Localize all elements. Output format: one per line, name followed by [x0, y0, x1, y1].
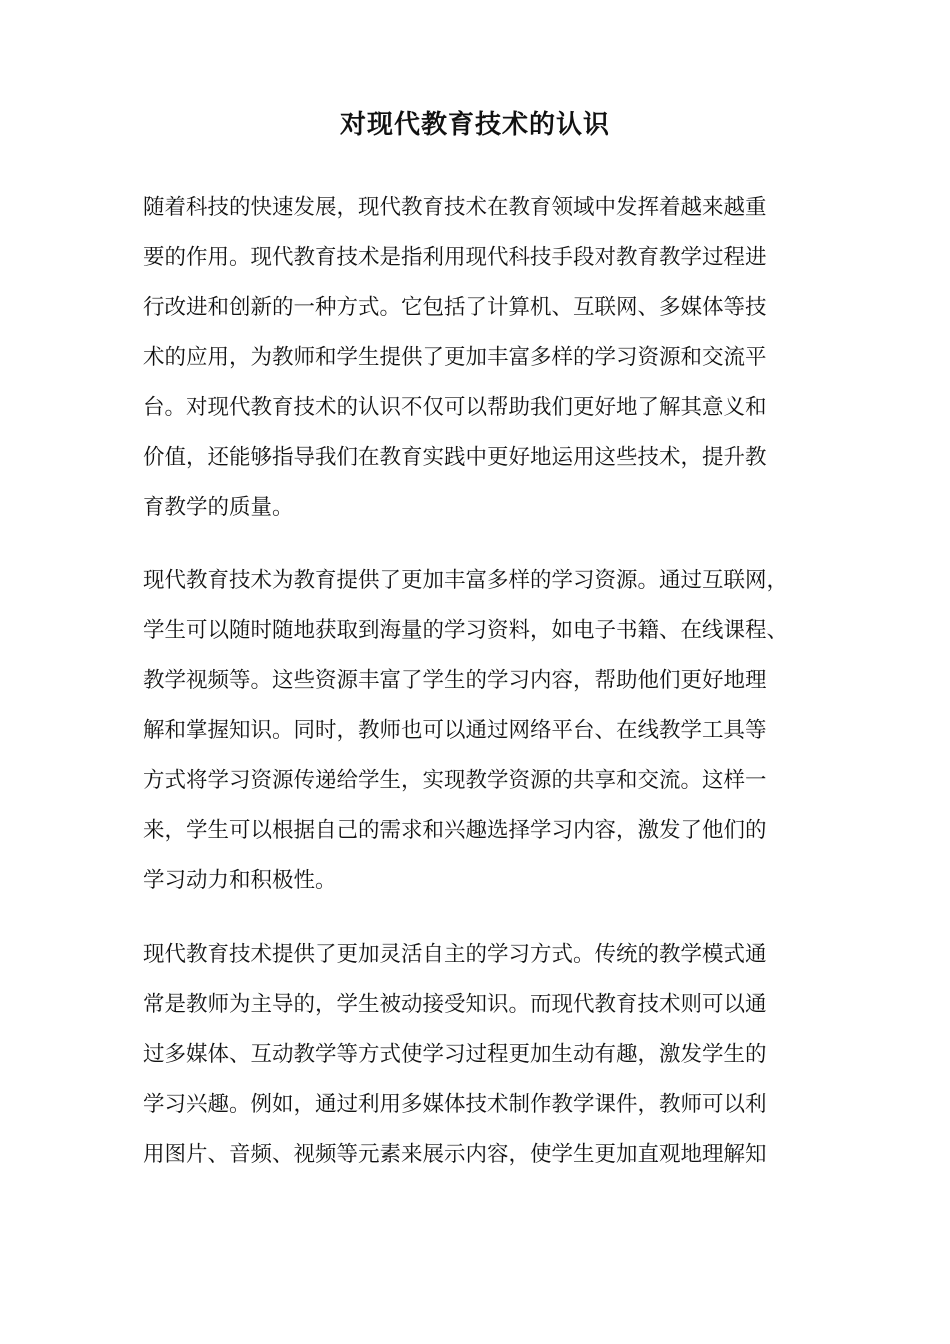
- paragraph-3-line-3: 过多媒体、互动教学等方式使学习过程更加生动有趣，激发学生的: [143, 1042, 767, 1067]
- paragraph-3-line-5: 用图片、音频、视频等元素来展示内容，使学生更加直观地理解知: [143, 1142, 767, 1167]
- paragraph-2-line-2: 学生可以随时随地获取到海量的学习资料，如电子书籍、在线课程、: [143, 618, 789, 643]
- paragraph-3-line-4: 学习兴趣。例如，通过利用多媒体技术制作教学课件，教师可以利: [143, 1092, 767, 1117]
- paragraph-3-line-2: 常是教师为主导的，学生被动接受知识。而现代教育技术则可以通: [143, 992, 767, 1017]
- paragraph-1-line-2: 要的作用。现代教育技术是指利用现代科技手段对教育教学过程进: [143, 245, 767, 270]
- paragraph-2-line-5: 方式将学习资源传递给学生，实现教学资源的共享和交流。这样一: [143, 768, 767, 793]
- paragraph-3-line-1: 现代教育技术提供了更加灵活自主的学习方式。传统的教学模式通: [143, 942, 767, 967]
- paragraph-2-line-7: 学习动力和积极性。: [143, 868, 337, 893]
- paragraph-2-line-6: 来，学生可以根据自己的需求和兴趣选择学习内容，激发了他们的: [143, 818, 767, 843]
- paragraph-1-line-3: 行改进和创新的一种方式。它包括了计算机、互联网、多媒体等技: [143, 295, 767, 320]
- paragraph-1-line-4: 术的应用，为教师和学生提供了更加丰富多样的学习资源和交流平: [143, 345, 767, 370]
- page-title: 对现代教育技术的认识: [339, 110, 610, 140]
- paragraph-1-line-7: 育教学的质量。: [143, 495, 294, 520]
- paragraph-1-line-5: 台。对现代教育技术的认识不仅可以帮助我们更好地了解其意义和: [143, 395, 767, 420]
- paragraph-1-line-1: 随着科技的快速发展，现代教育技术在教育领域中发挥着越来越重: [143, 195, 767, 220]
- paragraph-2-line-1: 现代教育技术为教育提供了更加丰富多样的学习资源。通过互联网，: [143, 568, 789, 593]
- paragraph-1-line-6: 价值，还能够指导我们在教育实践中更好地运用这些技术，提升教: [143, 445, 767, 470]
- paragraph-2-line-3: 教学视频等。这些资源丰富了学生的学习内容，帮助他们更好地理: [143, 668, 767, 693]
- paragraph-2-line-4: 解和掌握知识。同时，教师也可以通过网络平台、在线教学工具等: [143, 718, 767, 743]
